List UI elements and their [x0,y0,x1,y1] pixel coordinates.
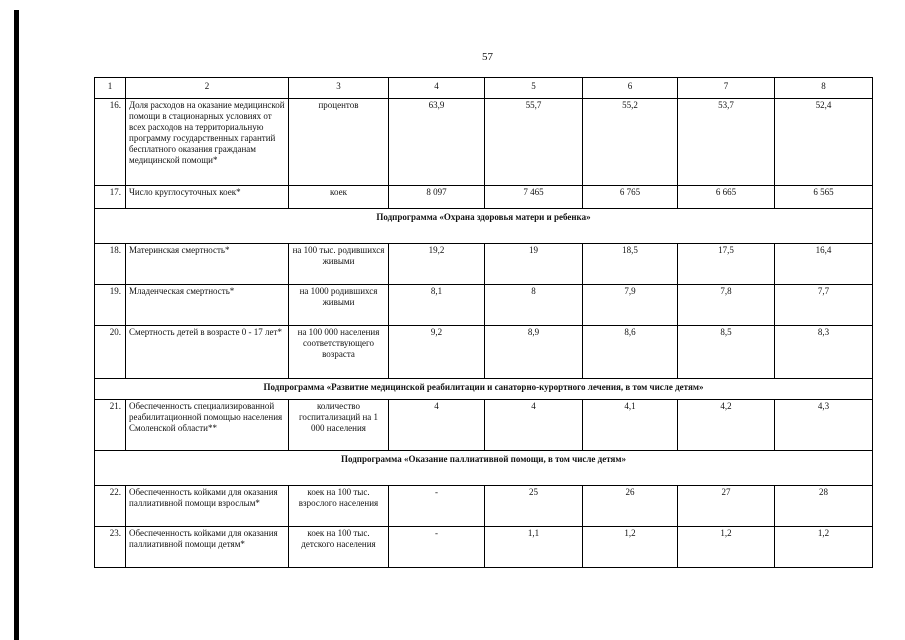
table-row [95,527,873,568]
header-cell: 5 [485,78,583,99]
table-row [95,186,873,209]
value-cell: 6 765 [583,186,678,209]
value-cell: 16,4 [775,244,873,285]
row-number: 19. [95,285,126,326]
value-cell: 9,2 [389,326,485,379]
value-cell: 8 [485,285,583,326]
subprogram-row [95,379,873,400]
value-cell: 55,7 [485,99,583,186]
value-cell: 4,2 [678,400,775,451]
value-cell: 8,5 [678,326,775,379]
value-cell: 4 [389,400,485,451]
scan-edge-bar [14,10,19,640]
indicators-table [94,77,873,568]
subprogram-row [95,451,873,486]
row-number: 20. [95,326,126,379]
value-cell: 8,3 [775,326,873,379]
indicator-name: Обеспеченность койками для оказания паллиативной помощи взрослым* [126,486,289,527]
indicator-name: Обеспеченность койками для оказания паллиативной помощи детям* [126,527,289,568]
header-cell: 8 [775,78,873,99]
row-number: 23. [95,527,126,568]
row-number: 21. [95,400,126,451]
unit-cell: коек [289,186,389,209]
value-cell: 1,2 [583,527,678,568]
header-cell: 4 [389,78,485,99]
unit-cell: количество госпитализаций на 1 000 населения [289,400,389,451]
value-cell: 17,5 [678,244,775,285]
value-cell: - [389,527,485,568]
value-cell: 55,2 [583,99,678,186]
value-cell: 18,5 [583,244,678,285]
header-cell: 1 [95,78,126,99]
row-number: 18. [95,244,126,285]
row-number: 22. [95,486,126,527]
value-cell: 7,8 [678,285,775,326]
subprogram-title: Подпрограмма «Охрана здоровья матери и ребенка» [95,209,873,244]
value-cell: 19,2 [389,244,485,285]
value-cell: 7 465 [485,186,583,209]
unit-cell: на 100 000 населения соответствующего возраста [289,326,389,379]
unit-cell: коек на 100 тыс. детского населения [289,527,389,568]
row-number: 17. [95,186,126,209]
unit-cell: коек на 100 тыс. взрослого населения [289,486,389,527]
indicator-name: Младенческая смертность* [126,285,289,326]
value-cell: 63,9 [389,99,485,186]
value-cell: 7,7 [775,285,873,326]
value-cell: 4,1 [583,400,678,451]
value-cell: 19 [485,244,583,285]
value-cell: 6 565 [775,186,873,209]
value-cell: 4 [485,400,583,451]
table-row [95,400,873,451]
indicator-name: Число круглосуточных коек* [126,186,289,209]
indicator-name: Смертность детей в возрасте 0 - 17 лет* [126,326,289,379]
value-cell: 1,2 [678,527,775,568]
table-row [95,244,873,285]
value-cell: 1,1 [485,527,583,568]
value-cell: 4,3 [775,400,873,451]
header-cell: 7 [678,78,775,99]
value-cell: 28 [775,486,873,527]
table-row [95,99,873,186]
value-cell: 27 [678,486,775,527]
row-number: 16. [95,99,126,186]
value-cell: 52,4 [775,99,873,186]
value-cell: 53,7 [678,99,775,186]
header-cell: 3 [289,78,389,99]
table-row [95,486,873,527]
table-row [95,285,873,326]
subprogram-title: Подпрограмма «Развитие медицинской реабилитации и санаторно-курортного лечения, в том числе детям» [95,379,873,400]
value-cell: 25 [485,486,583,527]
unit-cell: на 1000 родившихся живыми [289,285,389,326]
page-number: 57 [482,51,493,63]
value-cell: 7,9 [583,285,678,326]
value-cell: 6 665 [678,186,775,209]
value-cell: 8,1 [389,285,485,326]
subprogram-title: Подпрограмма «Оказание паллиативной помощи, в том числе детям» [95,451,873,486]
value-cell: 8,6 [583,326,678,379]
subprogram-row [95,209,873,244]
value-cell: 8 097 [389,186,485,209]
header-row [95,78,873,99]
header-cell: 6 [583,78,678,99]
value-cell: 8,9 [485,326,583,379]
value-cell: - [389,486,485,527]
value-cell: 1,2 [775,527,873,568]
unit-cell: процентов [289,99,389,186]
unit-cell: на 100 тыс. родившихся живыми [289,244,389,285]
value-cell: 26 [583,486,678,527]
table-row [95,326,873,379]
indicator-name: Материнская смертность* [126,244,289,285]
indicator-name: Доля расходов на оказание медицинской помощи в стационарных условиях от всех расходов на территориальную программу государственных гарантий бесплатного оказания гражданам медицинской помощи* [126,99,289,186]
header-cell: 2 [126,78,289,99]
indicator-name: Обеспеченность специализированной реабилитационной помощью населения Смоленской области** [126,400,289,451]
